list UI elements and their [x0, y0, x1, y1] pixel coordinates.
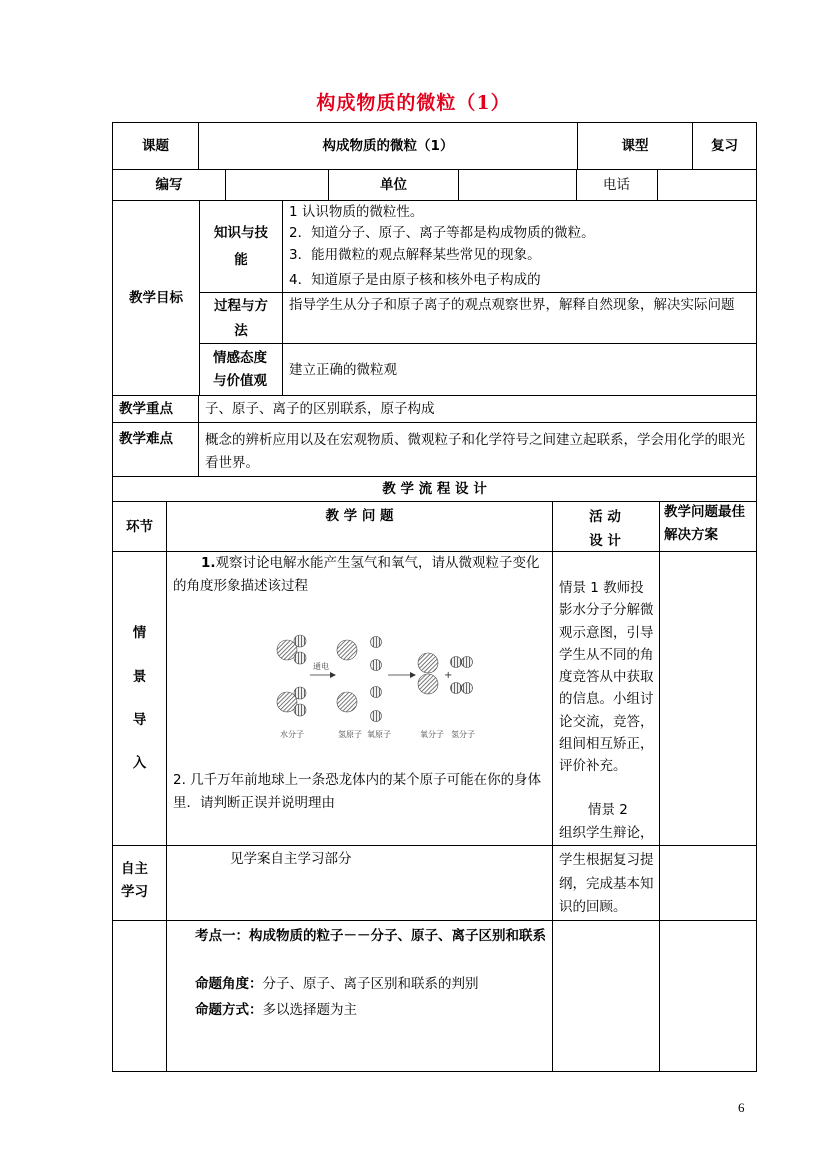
topic-value: 构成物质的微粒（1） — [322, 138, 454, 154]
svg-text:+: + — [444, 670, 453, 681]
col-activity: 活 动 设 计 — [589, 509, 621, 549]
self-study-problem: 见学案自主学习部分 — [230, 851, 352, 867]
water-molecule — [277, 687, 306, 716]
process-label: 过程与方法 — [214, 298, 268, 339]
scenario-stage-char: 导 — [132, 712, 147, 728]
col-problem: 教 学 问 题 — [325, 508, 394, 524]
flow-title: 教 学 流 程 设 计 — [382, 481, 487, 497]
author-label: 编写 — [155, 177, 183, 193]
col-solution: 教学问题最佳解决方案 — [664, 504, 745, 543]
exam-point-title: 考点一：构成物质的粒子－－分子、原子、离子区别和联系 — [195, 928, 546, 944]
exam-point-angle — [195, 973, 550, 995]
table-border — [458, 169, 459, 201]
water-molecule — [277, 635, 306, 664]
figure-label: 氧分子 — [420, 730, 444, 739]
table-border — [756, 122, 757, 1072]
table-border — [199, 200, 200, 396]
figure-label: 氢原子 — [338, 730, 362, 739]
emotion-text: 建立正确的微粒观 — [289, 362, 397, 378]
table-border — [657, 169, 658, 201]
figure-label: 氢分子 — [451, 730, 475, 739]
scenario-question-2: 2. 几千万年前地球上一条恐龙体内的某个原子可能在你的身体里．请判断正误并说明理由 — [173, 772, 542, 811]
document-title: 构成物质的微粒（1） — [316, 92, 511, 114]
electrolysis-figure — [270, 622, 520, 744]
table-border — [166, 501, 167, 1072]
question-number: 1. — [201, 555, 216, 571]
mode-text: 多以选择题为主 — [262, 1002, 357, 1018]
exam-point-mode — [195, 999, 550, 1021]
knowledge-item: 2．知道分子、原子、离子等都是构成物质的微粒。 — [289, 225, 595, 241]
figure-label: 氧原子 — [367, 730, 391, 739]
phone-label: 电话 — [603, 177, 630, 193]
table-border — [576, 169, 577, 201]
knowledge-label: 知识与技能 — [214, 225, 268, 268]
scenario-stage-char: 入 — [132, 755, 147, 771]
knowledge-item: 3．能用微粒的观点解释某些常见的现象。 — [289, 247, 541, 263]
scenario-activity-3: 组织学生辩论， — [559, 825, 654, 841]
type-label: 课型 — [621, 138, 649, 154]
angle-text: 分子、原子、离子区别和联系的判别 — [262, 976, 479, 992]
table-border — [112, 1071, 757, 1072]
table-border — [200, 343, 757, 344]
col-stage: 环节 — [126, 518, 153, 535]
process-text: 指导学生从分子和原子离子的观点观察世界，解释自然现象，解决实际问题 — [289, 297, 735, 313]
table-border — [225, 169, 226, 201]
knowledge-item: 4．知道原子是由原子核和核外电子构成的 — [289, 272, 541, 288]
scenario-activity-2: 情景 2 — [588, 802, 628, 818]
scenario-question-1 — [173, 552, 548, 598]
table-border — [200, 292, 757, 293]
arrow-label: 通电 — [313, 662, 329, 671]
scenario-activity-1: 情景 1 教师投影水分子分解微观示意图，引导学生从不同的角度竞答从中获取的信息。小组讨论交流，竞答，组间相互矫正，评价补充。 — [559, 580, 654, 775]
type-value: 复习 — [711, 138, 738, 154]
scenario-stage-char: 景 — [132, 669, 147, 685]
scenario-stage-char: 情 — [132, 625, 147, 641]
table-border — [659, 501, 660, 1072]
table-border — [552, 501, 553, 1072]
table-border — [112, 845, 757, 846]
table-border — [282, 200, 283, 396]
table-border — [112, 501, 757, 502]
topic-label: 课题 — [142, 138, 169, 154]
question-text: 观察讨论电解水能产生氢气和氧气，请从微观粒子变化的角度形象描述该过程 — [173, 555, 540, 594]
table-border — [112, 422, 757, 423]
difficulty-label: 教学难点 — [119, 431, 173, 447]
self-study-activity: 学生根据复习提纲，完成基本知识的回顾。 — [559, 852, 654, 915]
figure-label: 水分子 — [280, 730, 304, 739]
self-study-stage: 自主学习 — [121, 861, 148, 900]
goals-label: 教学目标 — [129, 290, 183, 306]
key-point-text: 子、原子、离子的区别联系，原子构成 — [205, 401, 435, 417]
table-border — [198, 395, 199, 477]
mode-label: 命题方式： — [195, 1002, 263, 1018]
key-point-label: 教学重点 — [119, 401, 173, 417]
angle-label: 命题角度： — [195, 976, 263, 992]
difficulty-text: 概念的辨析应用以及在宏观物质、微观粒子和化学符号之间建立起联系，学会用化学的眼光看世界。 — [205, 432, 745, 471]
page-number: 6 — [738, 1100, 745, 1115]
emotion-label: 情感态度与价值观 — [213, 350, 267, 389]
knowledge-item: 1 认识物质的微粒性。 — [289, 204, 424, 220]
table-border — [112, 920, 757, 921]
unit-label: 单位 — [380, 177, 407, 193]
